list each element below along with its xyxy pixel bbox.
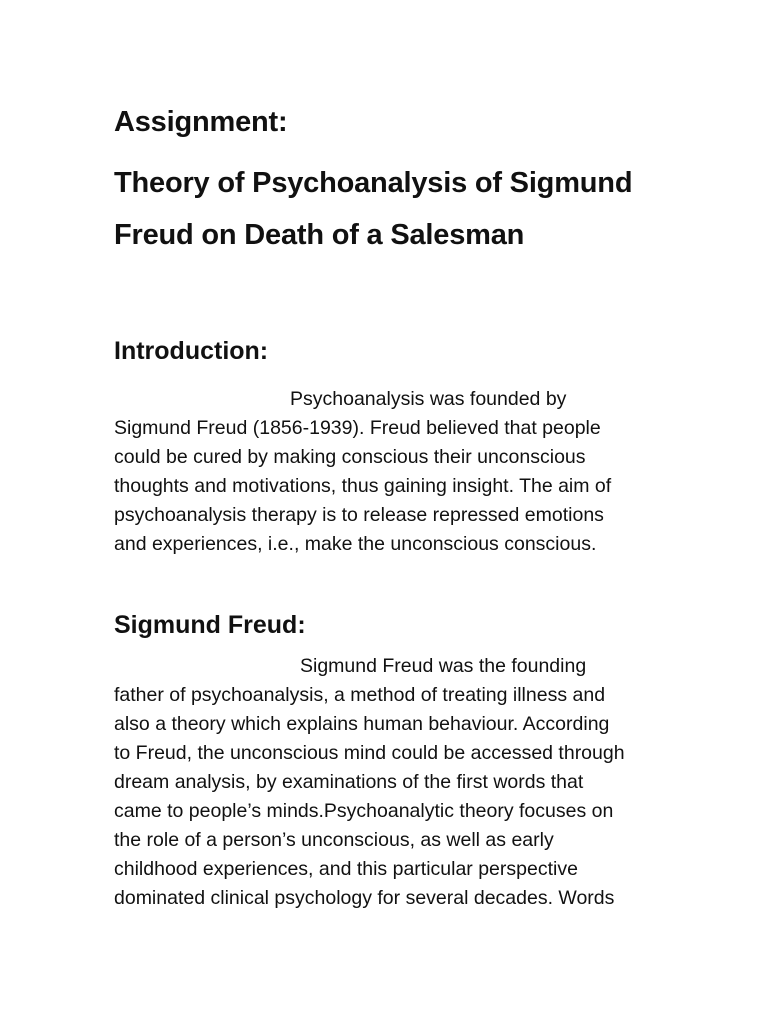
paragraph-line: thoughts and motivations, thus gaining insight. The aim of (114, 475, 612, 497)
paragraph-line: Sigmund Freud (1856-1939). Freud believed that people (114, 417, 601, 439)
document-title-line: Theory of Psychoanalysis of Sigmund (114, 167, 633, 199)
section-heading-sigmund-freud: Sigmund Freud: (114, 611, 306, 639)
paragraph-line: could be cured by making conscious their unconscious (114, 446, 586, 468)
paragraph-line: childhood experiences, and this particular perspective (114, 858, 578, 880)
paragraph-line: to Freud, the unconscious mind could be accessed through (114, 742, 625, 764)
paragraph-line: father of psychoanalysis, a method of treating illness and (114, 684, 606, 706)
document-title (114, 157, 674, 261)
paragraph-line: and experiences, i.e., make the unconscious conscious. (114, 533, 597, 555)
paragraph-line: also a theory which explains human behaviour. According (114, 713, 610, 735)
paragraph-line: Sigmund Freud was the founding (300, 655, 587, 677)
paragraph-line: Psychoanalysis was founded by (290, 388, 567, 410)
assignment-label: Assignment: (114, 106, 288, 138)
paragraph-line: dream analysis, by examinations of the first words that (114, 771, 584, 793)
paragraph-line: dominated clinical psychology for several decades. Words (114, 887, 615, 909)
document-title-line: Freud on Death of a Salesman (114, 219, 525, 251)
paragraph-line: psychoanalysis therapy is to release repressed emotions (114, 504, 604, 526)
paragraph-line: came to people’s minds.Psychoanalytic theory focuses on (114, 800, 614, 822)
paragraph-introduction (114, 385, 659, 559)
section-heading-introduction: Introduction: (114, 337, 269, 365)
paragraph-line: the role of a person’s unconscious, as well as early (114, 829, 554, 851)
paragraph-sigmund-freud (114, 652, 659, 913)
